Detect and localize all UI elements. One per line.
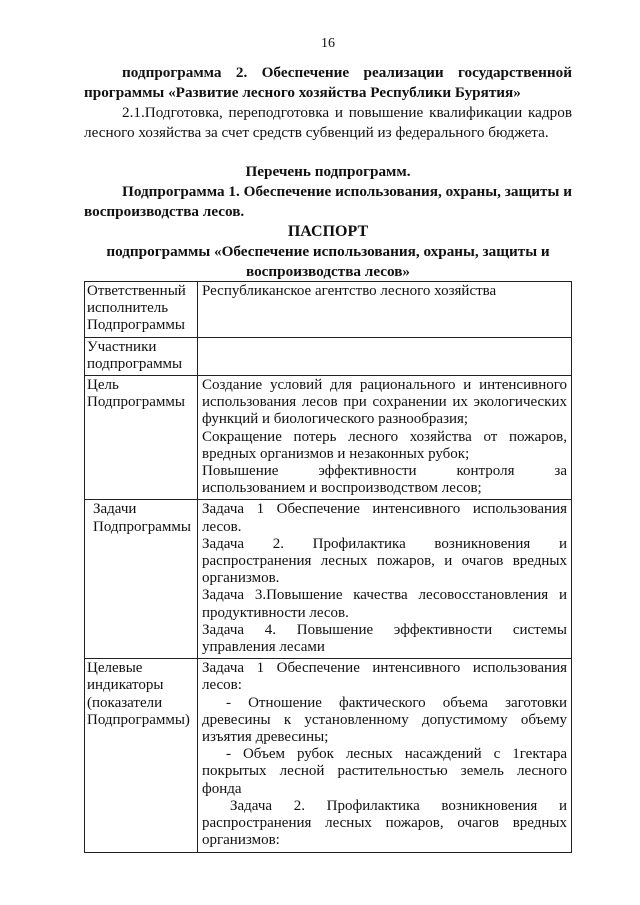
- subprogram-1-title-line2: воспроизводства лесов.: [84, 203, 245, 220]
- word: эффективности: [318, 463, 417, 480]
- subprogram-2-title-line2: программы «Развитие лесного хозяйства Республики Бурятия»: [84, 84, 521, 101]
- row-value-responsible: [198, 282, 572, 338]
- label-line: подпрограммы: [87, 355, 183, 372]
- indicator-1-2: - Объем рубок лесных насаждений с 1гектара покрытых лесной растительностью земель лесного фонда: [202, 746, 567, 797]
- word: Повышение: [202, 463, 279, 480]
- row-value-participants: [198, 337, 572, 375]
- subprogram-2-section: [84, 63, 572, 143]
- row-value-tasks: [198, 500, 572, 659]
- task-4-line1: [202, 622, 567, 639]
- label-line: Ответственный: [87, 283, 186, 299]
- passport-heading: ПАСПОРТ: [287, 223, 369, 240]
- task-1-text: Задача 1 Обеспечение интенсивного использования лесов.: [202, 501, 567, 535]
- label-line: Подпрограммы: [87, 317, 185, 334]
- subprogram-2-item-line1: 2.1.Подготовка, переподготовка и повышение квалификации кадров: [122, 104, 572, 121]
- word: 2.: [293, 797, 305, 814]
- row-label-indicators: [85, 659, 198, 852]
- task-3-text: Задача 3.Повышение качества лесовосстановления и продуктивности лесов.: [202, 587, 567, 621]
- indicator-1-1: - Отношение фактического объема заготовки древесины к установленному допустимому объему изъятия древесины;: [202, 694, 567, 746]
- label-line: Участники: [87, 338, 157, 355]
- passport-table: [84, 281, 572, 853]
- word: Задача: [202, 621, 245, 638]
- passport-subtitle-line1: подпрограммы «Обеспечение использования, охраны, защиты и: [106, 243, 550, 260]
- label-line: Задачи: [93, 501, 137, 518]
- row-value-goal: [198, 376, 572, 500]
- row-label-responsible: [85, 282, 198, 338]
- word: Профилактика: [326, 797, 420, 814]
- word: возникновения: [441, 797, 538, 814]
- indicator-task-1: Задача 1 Обеспечение интенсивного использования лесов:: [202, 660, 567, 694]
- word: системы: [512, 621, 567, 638]
- word: Задача: [202, 535, 245, 552]
- row-label-goal: [85, 376, 198, 500]
- subprograms-list-title: Перечень подпрограмм.: [245, 163, 411, 180]
- table-row: [85, 282, 572, 338]
- task-4-text: управления лесами: [202, 639, 325, 656]
- indicator-task-2-text: распространения лесных пожаров, очагов вредных организмов:: [202, 815, 567, 849]
- table-row: [85, 337, 572, 375]
- table-row: [85, 659, 572, 852]
- indicator-task-2-line1: [202, 798, 567, 815]
- table-row: [85, 376, 572, 500]
- word: эффективности: [393, 621, 493, 638]
- word: контроля: [456, 463, 515, 480]
- subprograms-list-header: [84, 162, 572, 282]
- label-line: Целевые: [87, 660, 143, 677]
- table-row: [85, 500, 572, 659]
- word: Задача: [230, 797, 273, 814]
- word: за: [554, 463, 567, 480]
- subprogram-2-item-line2: лесного хозяйства за счет средств субвенций из федерального бюджета.: [84, 124, 549, 141]
- goal-text-3-line2: использованием и воспроизводством лесов;: [202, 480, 482, 497]
- subprogram-2-title-line1: подпрограмма 2. Обеспечение реализации государственной: [122, 64, 572, 81]
- label-line: исполнитель: [87, 300, 169, 317]
- passport-subtitle-line2: воспроизводства лесов»: [245, 263, 410, 280]
- row-value-indicators: [198, 659, 572, 852]
- row-label-tasks: [85, 500, 198, 659]
- word: и: [558, 797, 567, 814]
- goal-text-3-line1: [202, 463, 567, 480]
- word: Профилактика: [312, 535, 406, 552]
- page-number: 16: [321, 36, 335, 51]
- word: 4.: [264, 621, 277, 638]
- subprogram-1-title-line1: Подпрограмма 1. Обеспечение использования, охраны, защиты и: [122, 183, 572, 200]
- word: и: [558, 535, 567, 552]
- task-2-text: распространения лесных пожаров, и очагов вредных организмов.: [202, 553, 567, 587]
- goal-text-2: Сокращение потерь лесного хозяйства от пожаров, вредных организмов и незаконных рубок;: [202, 428, 567, 462]
- goal-text-1: Создание условий для рационального и интенсивного использования лесов при сохранении их экологических функций и биологического разнообразия;: [202, 377, 567, 428]
- row-label-participants: [85, 337, 198, 375]
- label-line: Подпрограммы): [87, 711, 190, 728]
- word: Повышение: [296, 621, 374, 638]
- task-2-line1: [202, 536, 567, 553]
- word: 2.: [272, 535, 284, 552]
- label-line: Цель: [87, 377, 119, 394]
- word: возникновения: [434, 535, 531, 552]
- label-line: Подпрограммы: [87, 394, 185, 411]
- label-line: Подпрограммы: [93, 518, 191, 535]
- value-text: Республиканское агентство лесного хозяйства: [202, 283, 497, 299]
- label-line: индикаторы: [87, 677, 164, 694]
- label-line: (показатели: [87, 694, 163, 711]
